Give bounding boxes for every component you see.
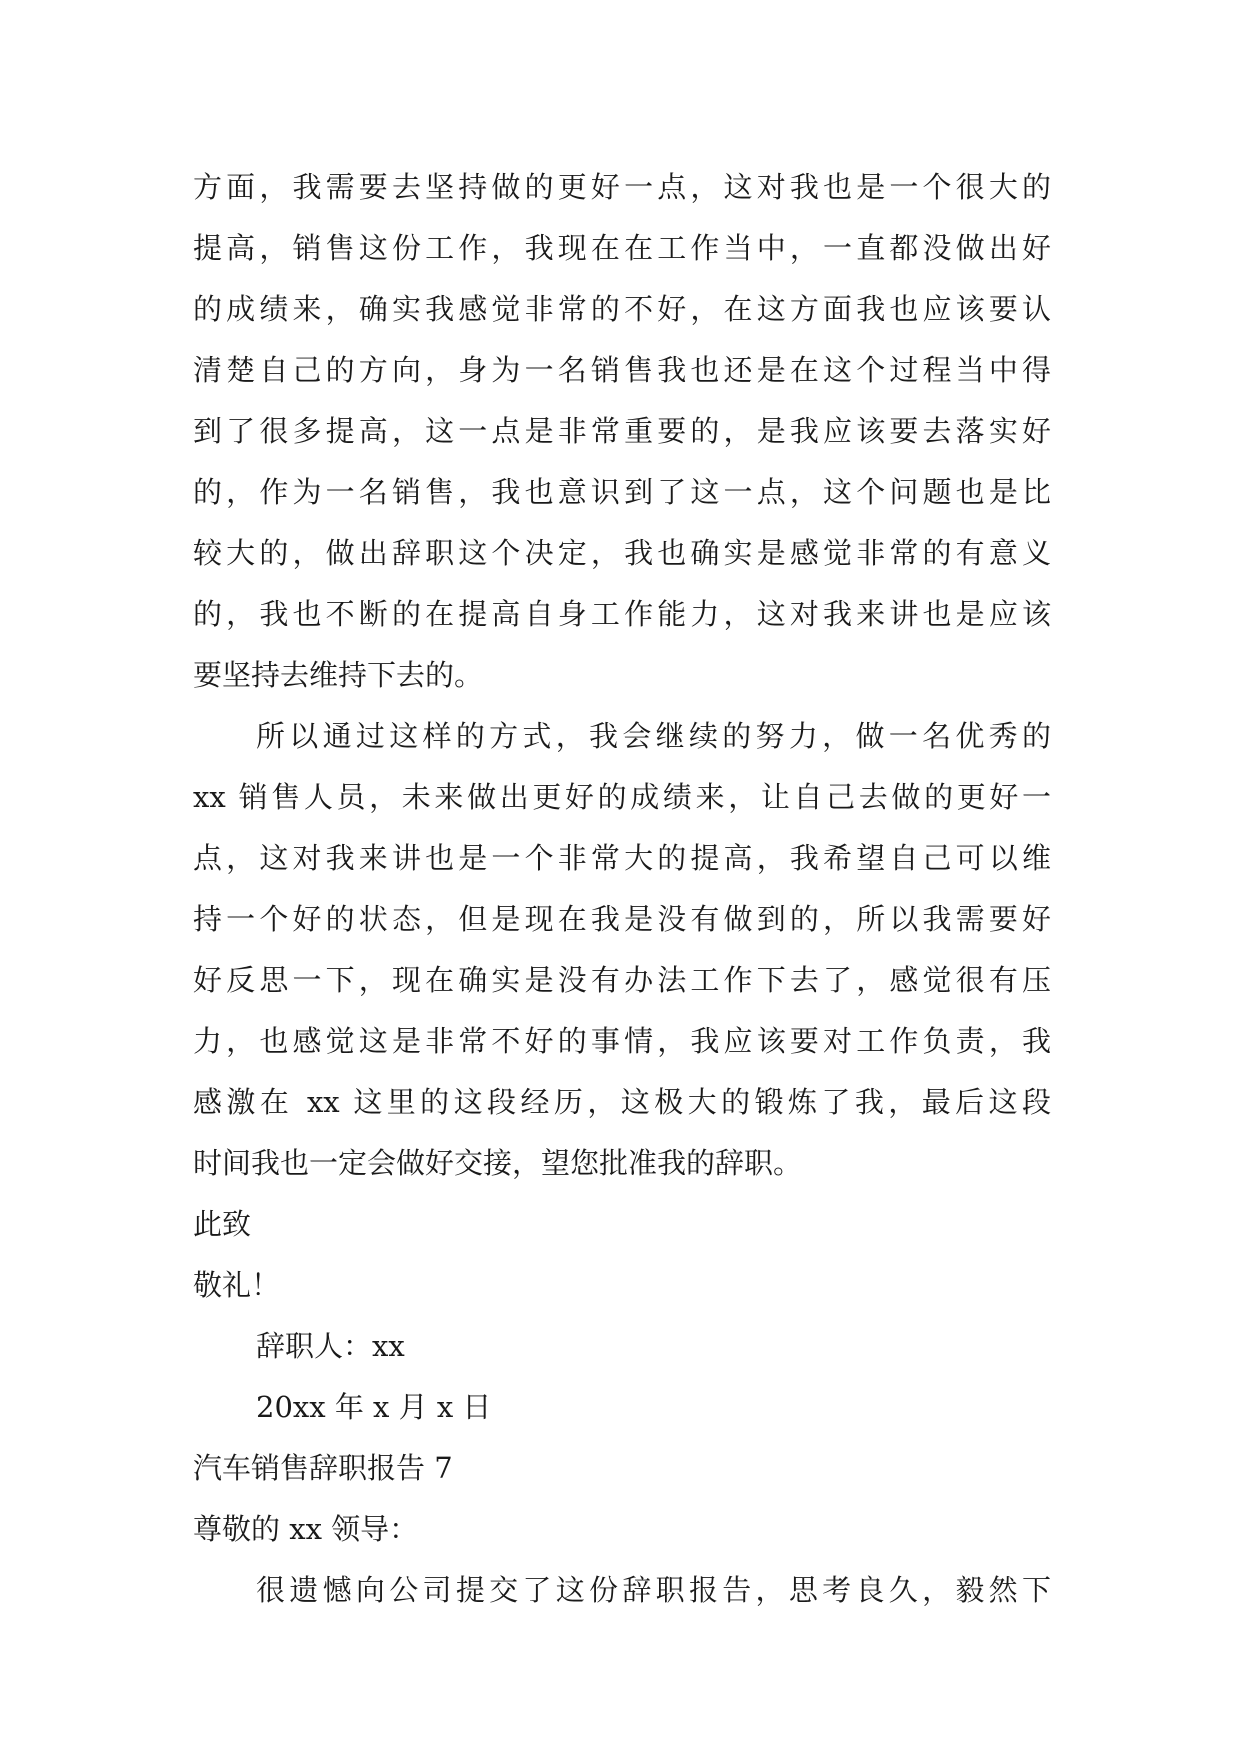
body-line: 力，也感觉这是非常不好的事情，我应该要对工作负责，我 [193,1024,1051,1058]
closing-regards: 敬礼！ [193,1268,281,1302]
body-line: 好反思一下，现在确实是没有办法工作下去了，感觉很有压 [193,963,1051,997]
body-line: 到了很多提高，这一点是非常重要的，是我应该要去落实好 [193,414,1051,448]
paragraph-first-line: 所以通过这样的方式，我会继续的努力，做一名优秀的 [256,719,1051,753]
paragraph-first-line: 很遗憾向公司提交了这份辞职报告，思考良久，毅然下 [256,1573,1051,1607]
body-line: 时间我也一定会做好交接，望您批准我的辞职。 [193,1146,803,1180]
body-line: 点，这对我来讲也是一个非常大的提高，我希望自己可以维 [193,841,1051,875]
body-line: 的成绩来，确实我感觉非常的不好，在这方面我也应该要认 [193,292,1051,326]
body-line: 的，作为一名销售，我也意识到了这一点，这个问题也是比 [193,475,1051,509]
body-line: 持一个好的状态，但是现在我是没有做到的，所以我需要好 [193,902,1051,936]
body-line: 方面，我需要去坚持做的更好一点，这对我也是一个很大的 [193,170,1051,204]
signer-line: 辞职人：xx [256,1329,405,1363]
closing-salutation: 此致 [193,1207,252,1241]
body-line: 的，我也不断的在提高自身工作能力，这对我来讲也是应该 [193,597,1051,631]
body-line: 较大的，做出辞职这个决定，我也确实是感觉非常的有意义 [193,536,1051,570]
body-line: 要坚持去维持下去的。 [193,658,484,692]
date-line: 20xx 年 x 月 x 日 [256,1390,492,1424]
body-line: 提高，销售这份工作，我现在在工作当中，一直都没做出好 [193,231,1051,265]
section-title: 汽车销售辞职报告 7 [193,1451,453,1485]
greeting-line: 尊敬的 xx 领导： [193,1512,419,1546]
body-line: 感激在 xx 这里的这段经历，这极大的锻炼了我，最后这段 [193,1085,1051,1119]
body-line: xx 销售人员，未来做出更好的成绩来，让自己去做的更好一 [193,780,1051,814]
body-line: 清楚自己的方向，身为一名销售我也还是在这个过程当中得 [193,353,1051,387]
